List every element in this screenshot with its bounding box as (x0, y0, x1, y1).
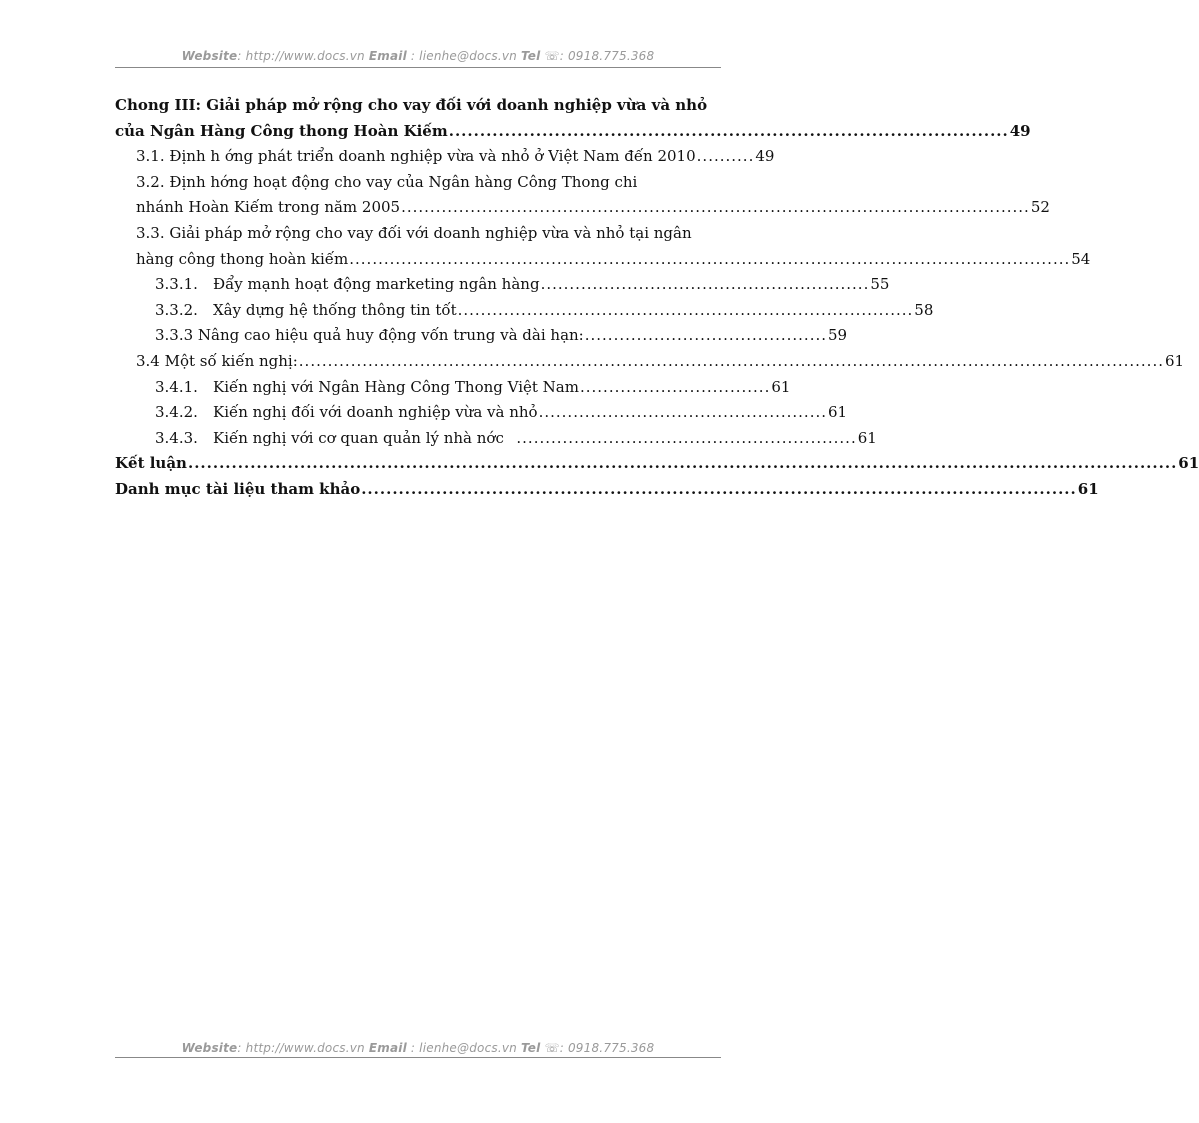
page-number: 59 (828, 326, 848, 345)
page-number: 61 (1165, 351, 1185, 370)
toc-entry-number: 3.3.1. (155, 275, 198, 294)
page-number: 58 (914, 300, 934, 319)
toc-entry-title: Kết luận (115, 454, 187, 473)
toc-entry-3-3-1[interactable] (115, 272, 890, 298)
toc-entry-title: nhánh Hoàn Kiếm trong năm 2005 (136, 198, 401, 217)
page-number: 61 (1178, 454, 1199, 473)
leader-dots: ............................................................................................................................. (349, 249, 1071, 268)
toc-entry-3-4[interactable] (115, 349, 1185, 375)
toc-entry-3-3-2[interactable] (115, 298, 934, 324)
page-number: 61 (1077, 479, 1099, 498)
toc-entry-3-3-3[interactable] (115, 323, 848, 349)
leader-dots: ................................. (579, 377, 771, 396)
tel-label: Tel (520, 49, 541, 63)
tel-label: Tel (520, 1041, 541, 1055)
toc-entry-number: 3.4.1. (155, 377, 198, 396)
toc-entry-3-3-title: 3.3. Giải pháp mở rộng cho vay đối với doanh nghiệp vừa và nhỏ tại ngân (136, 223, 692, 242)
toc-entry-3-1[interactable] (115, 144, 775, 170)
toc-entry-3-2[interactable] (115, 195, 1050, 221)
header-divider (115, 67, 721, 68)
toc-entry-title: hàng công thong hoàn kiếm (136, 249, 349, 268)
toc-chapter3-entry[interactable] (115, 119, 1031, 145)
page-number: 61 (771, 377, 791, 396)
leader-dots: ...................................................................................................................................................... (298, 351, 1164, 370)
toc-entry-title: 3.4 Một số kiến nghị: (136, 351, 298, 370)
website-label: Website (181, 49, 238, 63)
page-number: 55 (870, 275, 890, 294)
page-number: 49 (755, 147, 775, 166)
toc-entry-3-3[interactable] (115, 247, 1091, 273)
toc-entry-3-4-2[interactable] (115, 400, 848, 426)
toc-entry-title: 3.1. Định h ớng phát triển doanh nghiệp vừa và nhỏ ở Việt Nam đến 2010 (136, 147, 696, 166)
email-label: Email (368, 49, 407, 63)
website-value: : http://www.docs.vn (237, 49, 365, 63)
leader-dots: ............................................................................... (457, 300, 914, 319)
page-number: 52 (1030, 198, 1050, 217)
toc-references[interactable] (115, 477, 1099, 503)
page-number: 54 (1071, 249, 1091, 268)
toc-entry-title: Đẩy mạnh hoạt động marketing ngân hàng (213, 275, 540, 294)
website-label: Website (181, 1041, 238, 1055)
toc-entry-number: 3.3.2. (155, 300, 198, 319)
table-of-contents (115, 93, 1199, 503)
toc-entry-title: Danh mục tài liệu tham khảo (115, 479, 361, 498)
leader-dots: .......... (696, 147, 755, 166)
toc-chapter3-title-cont: của Ngân Hàng Công thong Hoàn Kiếm (115, 121, 448, 140)
tel-value: : 0918.775.368 (559, 49, 655, 63)
toc-entry-title: Kiến nghị với Ngân Hàng Công Thong Việt Nam (213, 377, 579, 396)
toc-conclusion[interactable] (115, 451, 1199, 477)
leader-dots: ........................................................... (504, 428, 857, 447)
leader-dots: ............................................................................................................................................................... (187, 454, 1178, 473)
footer-divider (115, 1057, 721, 1058)
leader-dots: .......................................................................................... (448, 121, 1009, 140)
email-value: : lienhe@docs.vn (410, 49, 517, 63)
email-value: : lienhe@docs.vn (410, 1041, 517, 1055)
page-footer (115, 1041, 721, 1055)
phone-icon: ☏ (544, 1041, 560, 1055)
leader-dots: ................................................................................................................... (361, 479, 1077, 498)
email-label: Email (368, 1041, 407, 1055)
leader-dots: ............................................................................................................. (401, 198, 1030, 217)
toc-entry-title: Xây dựng hệ thống thông tin tốt (213, 300, 457, 319)
toc-entry-number: 3.4.3. (155, 428, 198, 447)
page-number: 61 (857, 428, 877, 447)
toc-entry-title: 3.3.3 Nâng cao hiệu quả huy động vốn trung và dài hạn: (155, 326, 584, 345)
toc-entry-3-2-title: 3.2. Định hớng hoạt động cho vay của Ngân hàng Công Thong chi (136, 172, 638, 191)
website-value: : http://www.docs.vn (237, 1041, 365, 1055)
tel-value: : 0918.775.368 (559, 1041, 655, 1055)
toc-entry-3-4-1[interactable] (115, 375, 791, 401)
page-number: 61 (828, 403, 848, 422)
toc-chapter3-title: Chong III: Giải pháp mở rộng cho vay đối với doanh nghiệp vừa và nhỏ (115, 96, 708, 114)
toc-entry-number: 3.4.2. (155, 403, 198, 422)
phone-icon: ☏ (544, 49, 560, 63)
toc-entry-title: Kiến nghị với cơ quan quản lý nhà nớc (213, 428, 504, 447)
page-header (115, 49, 721, 63)
leader-dots: ......................................................... (540, 275, 870, 294)
page-number: 49 (1009, 121, 1031, 140)
leader-dots: .................................................. (538, 403, 827, 422)
toc-entry-title: Kiến nghị đối với doanh nghiệp vừa và nhỏ (213, 403, 538, 422)
toc-entry-3-4-3[interactable] (115, 426, 877, 452)
leader-dots: .......................................... (584, 326, 827, 345)
